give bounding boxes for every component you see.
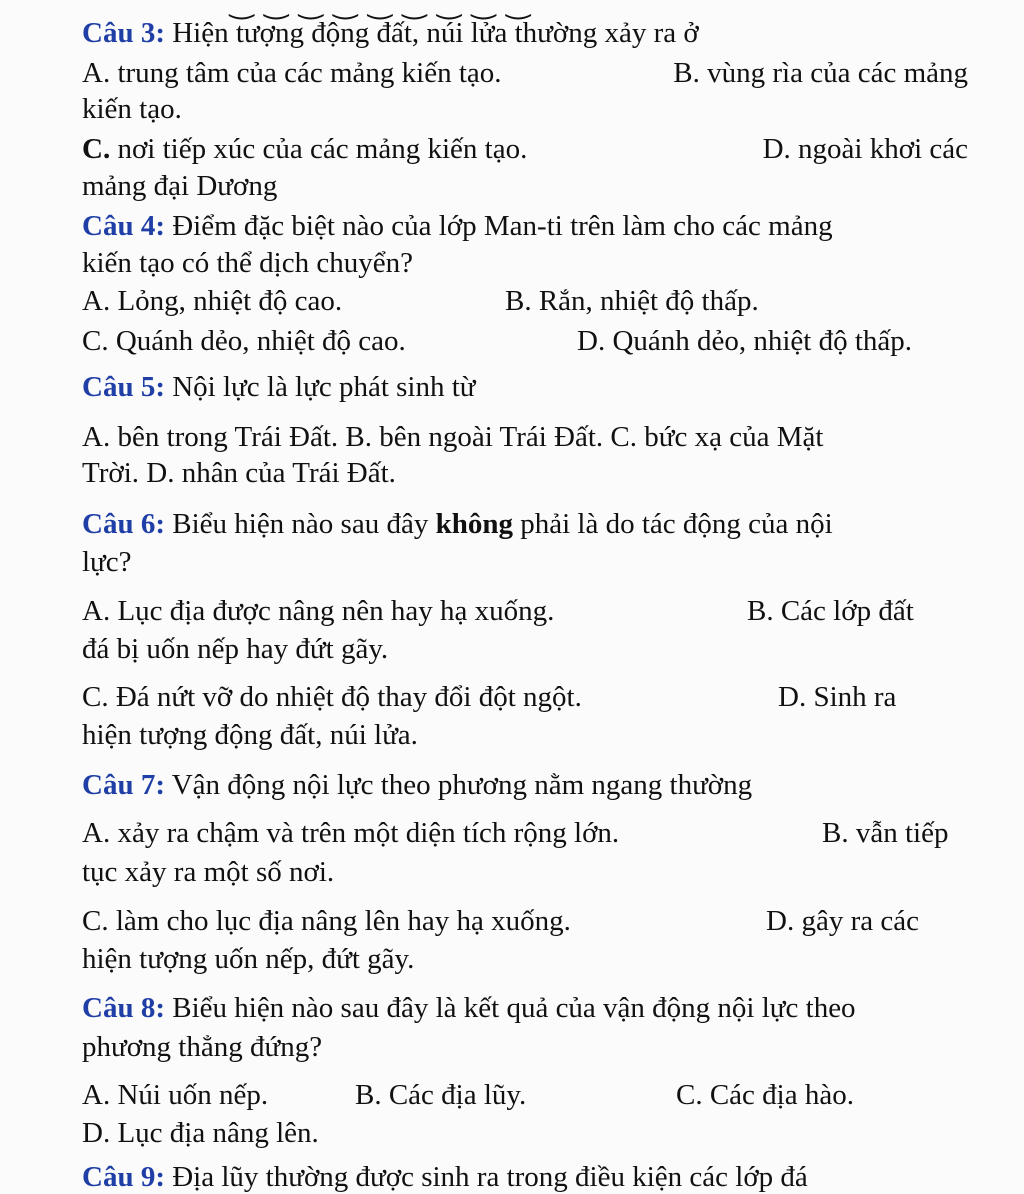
question-5-stem (82, 370, 476, 404)
question-7-option-a: A. xảy ra chậm và trên một diện tích rộng lớn. (82, 817, 620, 849)
question-label: Câu 6: (82, 508, 165, 540)
option-d: D. ngoài khơi các (762, 133, 968, 165)
question-label: Câu 4: (82, 210, 165, 242)
question-8-option-d: D. Lục địa nâng lên. (82, 1117, 319, 1149)
question-6-stem: Câu 6: Biểu hiện nào sau đây không phải là do tác động của nội (82, 508, 833, 540)
question-4-option-a: A. Lỏng, nhiệt độ cao. (82, 285, 343, 317)
cut-off-top-text: ‿ ‿ ‿ ‿ ‿ ‿ ‿ ‿ ‿ (230, 0, 532, 20)
question-text: Địa lũy thường được sinh ra trong điều kiện các lớp đá (164, 1161, 808, 1193)
question-7-option-b-continued: tục xảy ra một số nơi. (82, 856, 335, 888)
question-7-option-d-continued: hiện tượng uốn nếp, đứt gãy. (82, 943, 415, 975)
question-6-option-a: A. Lục địa được nâng nên hay hạ xuống. (82, 595, 555, 627)
question-label: Câu 9: (82, 1161, 165, 1193)
question-text: Điểm đặc biệt nào của lớp Man-ti trên làm cho các mảng (164, 210, 833, 242)
question-6-stem-continued: lực? (82, 546, 132, 578)
question-6-option-d: D. Sinh ra (778, 681, 897, 713)
question-label: Câu 7: (82, 769, 165, 801)
question-7-option-c: C. làm cho lục địa nâng lên hay hạ xuống. (82, 905, 571, 937)
option-a: A. trung tâm của các mảng kiến tạo. (82, 57, 502, 89)
question-text: Hiện tượng động đất, núi lửa thường xảy ra ở (164, 17, 699, 49)
question-8-option-a: A. Núi uốn nếp. (82, 1079, 269, 1111)
question-label: Câu 8: (82, 992, 165, 1024)
question-4-stem (82, 209, 970, 243)
question-8-option-b: B. Các địa lũy. (355, 1079, 527, 1111)
question-text: Vận động nội lực theo phương nằm ngang thường (164, 769, 753, 801)
question-4-option-d: D. Quánh dẻo, nhiệt độ thấp. (577, 325, 913, 357)
question-4-option-b: B. Rắn, nhiệt độ thấp. (505, 285, 759, 317)
question-7-option-d: D. gây ra các (766, 905, 919, 937)
question-4-stem-continued: kiến tạo có thể dịch chuyển? (82, 247, 413, 279)
question-6-option-b-continued: đá bị uốn nếp hay đứt gãy. (82, 633, 389, 665)
question-label: Câu 5: (82, 371, 165, 403)
question-3-options-ab (82, 56, 968, 90)
question-6-option-d-continued: hiện tượng động đất, núi lửa. (82, 719, 418, 751)
emphasis-not: không (435, 508, 513, 540)
option-c: C. nơi tiếp xúc của các mảng kiến tạo. (82, 133, 528, 165)
option-c-letter: C. (82, 133, 111, 165)
question-text: Biểu hiện nào sau đây là kết quả của vận động nội lực theo (164, 992, 856, 1024)
question-3-stem (82, 16, 699, 50)
question-3-options-cd (82, 132, 968, 166)
option-b-continued: kiến tạo. (82, 93, 182, 125)
question-6-option-c: C. Đá nứt vỡ do nhiệt độ thay đổi đột ngột. (82, 681, 582, 713)
question-text: Nội lực là lực phát sinh từ (164, 371, 476, 403)
question-8-stem (82, 991, 856, 1025)
question-5-options-line1: A. bên trong Trái Đất. B. bên ngoài Trái Đất. C. bức xạ của Mặt (82, 421, 824, 453)
question-6-option-b: B. Các lớp đất (747, 595, 914, 627)
question-8-stem-continued: phương thẳng đứng? (82, 1031, 323, 1063)
question-9-partial (82, 1160, 808, 1194)
option-b: B. vùng rìa của các mảng (673, 57, 968, 89)
question-label: Câu 3: (82, 17, 165, 49)
question-5-options-line2: Trời. D. nhân của Trái Đất. (82, 457, 396, 489)
question-4-option-c: C. Quánh dẻo, nhiệt độ cao. (82, 325, 406, 357)
question-7-stem (82, 768, 752, 802)
question-8-option-c: C. Các địa hào. (676, 1079, 854, 1111)
option-d-continued: mảng đại Dương (82, 170, 278, 202)
question-7-option-b: B. vẫn tiếp (822, 817, 949, 849)
